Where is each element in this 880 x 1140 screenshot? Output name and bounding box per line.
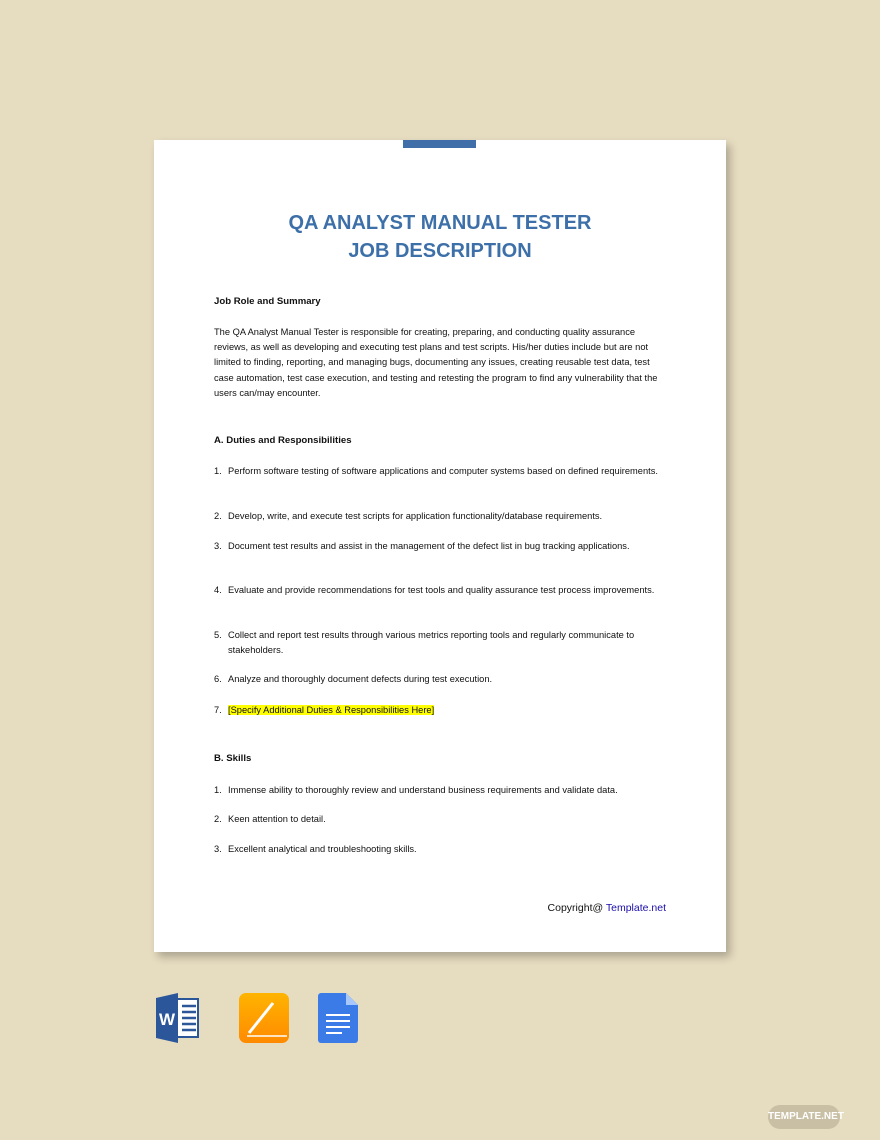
- document-subtitle: JOB DESCRIPTION: [348, 240, 532, 262]
- item-number: 6.: [214, 674, 222, 684]
- item-text: Develop, write, and execute test scripts for application functionality/database requirements.: [228, 511, 603, 521]
- summary-heading: Job Role and Summary: [214, 296, 321, 307]
- copyright: [548, 902, 666, 914]
- summary-paragraph: The QA Analyst Manual Tester is responsible for creating, preparing, and conducting quality assurance reviews, as well as developing and executing test plans and test scripts. His/her duties include but are not limited to finding, reporting, and managing bugs, documenting any issues, creating reusable test data, test case automation, test case execution, and testing and retesting the program to find any vulnerability that the users can/may encounter.: [214, 327, 658, 398]
- list-item: [214, 583, 670, 598]
- word-icon[interactable]: [156, 993, 210, 1048]
- template-net-watermark: TEMPLATE.NET: [768, 1105, 840, 1129]
- list-item: [214, 464, 670, 479]
- list-item: [214, 783, 670, 798]
- google-docs-icon[interactable]: [318, 993, 358, 1048]
- item-number: 3.: [214, 844, 222, 854]
- skills-heading: B. Skills: [214, 753, 252, 764]
- item-number: 5.: [214, 630, 222, 640]
- item-number: 1.: [214, 785, 222, 795]
- item-number: 4.: [214, 585, 222, 595]
- copyright-label: Copyright@: [547, 902, 606, 914]
- item-number: 3.: [214, 541, 222, 551]
- list-item: [214, 509, 670, 524]
- document-title: QA ANALYST MANUAL TESTER: [288, 212, 592, 234]
- item-number: 2.: [214, 814, 222, 824]
- item-text: Excellent analytical and troubleshooting skills.: [228, 844, 417, 854]
- duties-heading: A. Duties and Responsibilities: [214, 435, 352, 446]
- list-item: [214, 703, 670, 718]
- item-number: 2.: [214, 511, 222, 521]
- pages-icon[interactable]: [239, 993, 289, 1048]
- item-number: 1.: [214, 466, 222, 476]
- item-text: Evaluate and provide recommendations for test tools and quality assurance test process improvements.: [228, 585, 655, 595]
- item-text: Immense ability to thoroughly review and understand business requirements and validate data.: [228, 785, 618, 795]
- top-accent-bar: [403, 140, 476, 148]
- list-item: [214, 812, 670, 827]
- list-item: [214, 628, 670, 658]
- item-text: Perform software testing of software applications and computer systems based on defined requirements.: [228, 466, 658, 476]
- list-item: [214, 539, 670, 554]
- document-page: [154, 140, 726, 952]
- item-number: 7.: [214, 705, 222, 715]
- highlighted-placeholder-text: [Specify Additional Duties & Responsibilities Here]: [228, 705, 435, 715]
- item-text: Document test results and assist in the management of the defect list in bug tracking applications.: [228, 541, 630, 551]
- item-text: Analyze and thoroughly document defects during test execution.: [228, 674, 493, 684]
- list-item: [214, 672, 670, 687]
- item-text: Keen attention to detail.: [228, 814, 326, 824]
- list-item: [214, 842, 670, 857]
- item-text: Collect and report test results through various metrics reporting tools and regularly communicate to stakeholders.: [228, 630, 635, 655]
- svg-text:W: W: [159, 1010, 176, 1029]
- copyright-link[interactable]: Template.net: [605, 902, 666, 914]
